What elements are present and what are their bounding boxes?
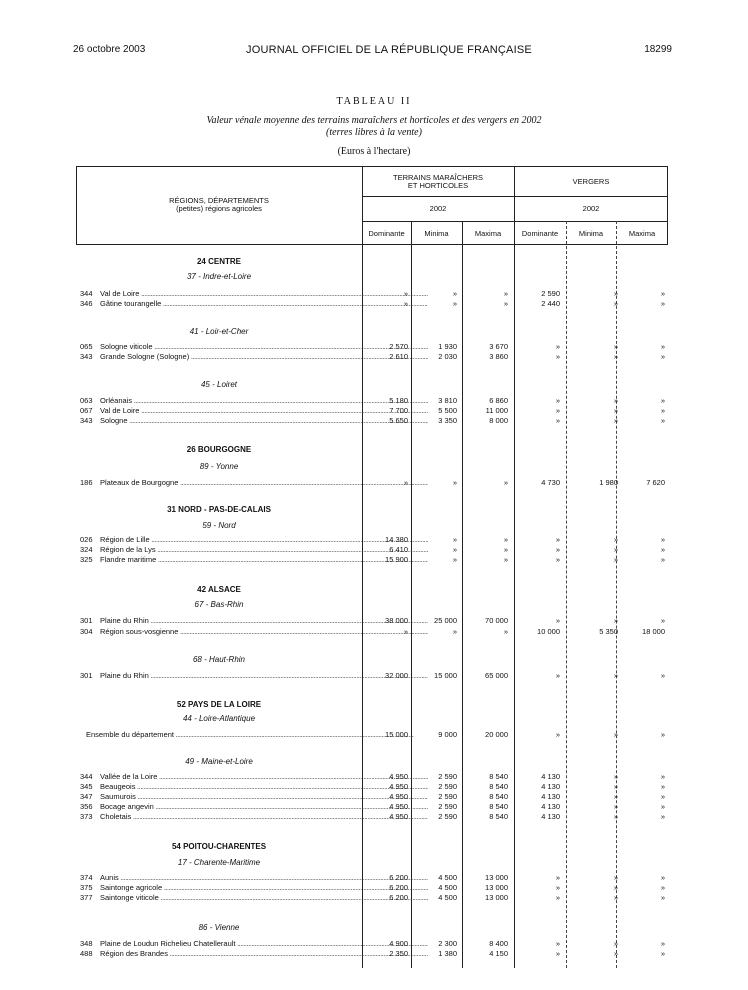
region-header: RÉGIONS, DÉPARTEMENTS (petites) régions agricoles xyxy=(169,196,269,213)
department-title: 89 - Yonne xyxy=(199,462,239,471)
value-cell: 4 950 xyxy=(389,812,408,821)
value-cell: » xyxy=(613,416,618,425)
value-cell: » xyxy=(613,873,618,882)
value-cell: 25 000 xyxy=(434,616,457,625)
region-code: 304 xyxy=(80,627,93,636)
value-cell: 3 350 xyxy=(438,416,457,425)
value-cell: 7 620 xyxy=(646,478,665,487)
region-code: 063 xyxy=(80,396,93,405)
value-cell: » xyxy=(555,616,560,625)
value-cell: » xyxy=(555,545,560,554)
table-row xyxy=(76,883,668,893)
value-cell: » xyxy=(660,545,665,554)
value-cell: » xyxy=(503,555,508,564)
value-cell: » xyxy=(555,893,560,902)
region-label: Orléanais ..... xyxy=(100,396,428,405)
sub-header: Minima xyxy=(578,229,604,238)
region-label: Région de Lille ..... xyxy=(100,535,428,544)
value-cell: » xyxy=(660,730,665,739)
region-label: Plaine du Rhin ..... xyxy=(100,671,428,680)
value-cell: 8 000 xyxy=(489,416,508,425)
value-cell: » xyxy=(503,627,508,636)
value-cell: » xyxy=(613,342,618,351)
value-cell: 6 200 xyxy=(389,893,408,902)
region-code: 344 xyxy=(80,772,93,781)
region-label: Région de la Lys ..... xyxy=(100,545,428,554)
value-cell: » xyxy=(660,671,665,680)
page-number: 18299 xyxy=(644,44,672,55)
value-cell: 4 130 xyxy=(541,782,560,791)
value-cell: 4 950 xyxy=(389,792,408,801)
year-header: 2002 xyxy=(582,204,600,213)
region-label: Choletais ..... xyxy=(100,812,428,821)
value-cell: 4 500 xyxy=(438,873,457,882)
region-label: Grande Sologne (Sologne) ..... xyxy=(100,352,428,361)
table-row xyxy=(76,772,668,782)
value-cell: » xyxy=(613,406,618,415)
value-cell: » xyxy=(613,782,618,791)
value-cell: 18 000 xyxy=(642,627,665,636)
col-divider xyxy=(462,221,463,968)
value-cell: 4 900 xyxy=(389,939,408,948)
value-cell: 1 380 xyxy=(438,949,457,958)
value-cell: 14 380 xyxy=(385,535,408,544)
value-cell: » xyxy=(503,545,508,554)
table-subtitle: Valeur vénale moyenne des terrains maraîchers et horticoles et des vergers en 2002 xyxy=(206,115,542,126)
region-label: Flandre maritime ..... xyxy=(100,555,428,564)
value-cell: » xyxy=(555,730,560,739)
region-label: Gâtine tourangelle ..... xyxy=(100,299,428,308)
value-cell: » xyxy=(660,772,665,781)
region-label: Vallée de la Loire ..... xyxy=(100,772,428,781)
value-cell: » xyxy=(503,299,508,308)
region-label: Beaugeois ..... xyxy=(100,782,428,791)
header-date: 26 octobre 2003 xyxy=(73,44,146,55)
group-header-maraichers: TERRAINS MARAÎCHERS ET HORTICOLES xyxy=(392,173,483,190)
region-section-title: 54 POITOU-CHARENTES xyxy=(171,842,267,851)
value-cell: » xyxy=(403,627,408,636)
value-cell: 38 000 xyxy=(385,616,408,625)
value-cell: » xyxy=(660,873,665,882)
group-header-vergers: VERGERS xyxy=(572,177,610,186)
value-cell: 2 590 xyxy=(438,792,457,801)
value-cell: » xyxy=(452,535,457,544)
value-cell: » xyxy=(555,396,560,405)
table-units: (Euros à l'hectare) xyxy=(337,146,411,157)
value-cell: 10 000 xyxy=(537,627,560,636)
value-cell: » xyxy=(452,478,457,487)
region-code: 343 xyxy=(80,416,93,425)
value-cell: » xyxy=(613,555,618,564)
region-code: 374 xyxy=(80,873,93,882)
value-cell: » xyxy=(613,883,618,892)
region-code: 375 xyxy=(80,883,93,892)
value-cell: 13 000 xyxy=(485,893,508,902)
region-label: Saumurois ..... xyxy=(100,792,428,801)
value-cell: 2 300 xyxy=(438,939,457,948)
department-title: 49 - Maine-et-Loire xyxy=(185,757,253,766)
col-divider xyxy=(616,221,617,968)
value-cell: 5 180 xyxy=(389,396,408,405)
value-cell: » xyxy=(403,299,408,308)
department-title: 86 - Vienne xyxy=(198,923,240,932)
value-cell: » xyxy=(660,535,665,544)
table-row xyxy=(76,352,668,362)
department-title: 41 - Loir-et-Cher xyxy=(189,327,249,336)
table-row xyxy=(76,949,668,959)
value-cell: 8 400 xyxy=(489,939,508,948)
sub-header: Maxima xyxy=(474,229,502,238)
table-row xyxy=(76,406,668,416)
table-row xyxy=(76,802,668,812)
value-cell: » xyxy=(613,535,618,544)
value-cell: 2 590 xyxy=(438,802,457,811)
value-cell: » xyxy=(555,352,560,361)
region-code: 067 xyxy=(80,406,93,415)
region-code: 346 xyxy=(80,299,93,308)
value-cell: 15 000 xyxy=(434,671,457,680)
value-cell: 2 590 xyxy=(438,812,457,821)
department-title: 45 - Loiret xyxy=(200,380,238,389)
value-cell: 4 150 xyxy=(489,949,508,958)
region-code: 348 xyxy=(80,939,93,948)
table-top-border xyxy=(76,166,668,167)
header-bottom-border xyxy=(76,244,668,245)
value-cell: » xyxy=(452,545,457,554)
sub-header: Maxima xyxy=(628,229,656,238)
value-cell: » xyxy=(613,939,618,948)
region-code: 065 xyxy=(80,342,93,351)
region-code: 344 xyxy=(80,289,93,298)
value-cell: » xyxy=(660,883,665,892)
value-cell: » xyxy=(613,802,618,811)
region-code: 301 xyxy=(80,671,93,680)
table-row xyxy=(76,289,668,299)
department-title: 67 - Bas-Rhin xyxy=(194,600,244,609)
table-row xyxy=(76,555,668,565)
value-cell: 65 000 xyxy=(485,671,508,680)
value-cell: » xyxy=(613,730,618,739)
region-label: Aunis ..... xyxy=(100,873,428,882)
value-cell: 13 000 xyxy=(485,873,508,882)
value-cell: » xyxy=(660,782,665,791)
department-title: 37 - Indre-et-Loire xyxy=(186,272,252,281)
value-cell: » xyxy=(613,352,618,361)
value-cell: » xyxy=(555,671,560,680)
value-cell: 6 200 xyxy=(389,873,408,882)
table-row xyxy=(76,812,668,822)
value-cell: 6 860 xyxy=(489,396,508,405)
table-row xyxy=(76,671,668,681)
table-row xyxy=(76,782,668,792)
department-title: 17 - Charente-Maritime xyxy=(177,858,261,867)
region-label: Saintonge agricole ..... xyxy=(100,883,428,892)
region-code: 356 xyxy=(80,802,93,811)
value-cell: » xyxy=(660,555,665,564)
sub-header: Dominante xyxy=(368,229,405,238)
value-cell: » xyxy=(660,802,665,811)
value-cell: 4 950 xyxy=(389,782,408,791)
department-title: 68 - Haut-Rhin xyxy=(192,655,246,664)
value-cell: » xyxy=(555,883,560,892)
table-row xyxy=(76,342,668,352)
region-code: 301 xyxy=(80,616,93,625)
department-title: 59 - Nord xyxy=(202,521,236,530)
table-row xyxy=(76,396,668,406)
value-cell: » xyxy=(660,812,665,821)
value-cell: 1 980 xyxy=(599,478,618,487)
region-code: 343 xyxy=(80,352,93,361)
value-cell: 9 000 xyxy=(438,730,457,739)
region-code: 186 xyxy=(80,478,93,487)
value-cell: 15 900 xyxy=(385,555,408,564)
value-cell: » xyxy=(503,478,508,487)
value-cell: 5 500 xyxy=(438,406,457,415)
region-code: 345 xyxy=(80,782,93,791)
table-row xyxy=(76,299,668,309)
value-cell: 70 000 xyxy=(485,616,508,625)
value-cell: » xyxy=(660,949,665,958)
value-cell: » xyxy=(503,535,508,544)
col-divider xyxy=(362,166,363,968)
year-header: 2002 xyxy=(429,204,447,213)
table-subtitle-note: (terres libres à la vente) xyxy=(326,127,422,138)
value-cell: » xyxy=(660,289,665,298)
value-cell: » xyxy=(613,792,618,801)
value-cell: » xyxy=(555,939,560,948)
group-divider xyxy=(362,196,668,197)
region-section-title: 24 CENTRE xyxy=(196,257,241,266)
value-cell: 15 000 xyxy=(385,730,408,739)
value-cell: 2 570 xyxy=(389,342,408,351)
region-label: Sologne viticole ..... xyxy=(100,342,428,351)
value-cell: » xyxy=(660,893,665,902)
region-label: Saintonge viticole ..... xyxy=(100,893,428,902)
value-cell: 3 810 xyxy=(438,396,457,405)
value-cell: » xyxy=(555,406,560,415)
region-code: 373 xyxy=(80,812,93,821)
value-cell: » xyxy=(660,416,665,425)
col-divider xyxy=(566,221,567,968)
value-cell: » xyxy=(452,555,457,564)
value-cell: » xyxy=(613,772,618,781)
table-row xyxy=(76,627,668,637)
col-divider xyxy=(514,166,515,968)
value-cell: » xyxy=(613,949,618,958)
value-cell: 3 860 xyxy=(489,352,508,361)
value-cell: » xyxy=(613,299,618,308)
table-row xyxy=(76,545,668,555)
value-cell: » xyxy=(660,406,665,415)
table-row xyxy=(76,535,668,545)
region-code: 026 xyxy=(80,535,93,544)
value-cell: » xyxy=(613,893,618,902)
value-cell: 4 950 xyxy=(389,802,408,811)
value-cell: 6 410 xyxy=(389,545,408,554)
value-cell: » xyxy=(555,535,560,544)
value-cell: 20 000 xyxy=(485,730,508,739)
value-cell: 2 610 xyxy=(389,352,408,361)
sub-header: Minima xyxy=(424,229,449,238)
col-divider xyxy=(411,221,412,968)
region-section-title: 26 BOURGOGNE xyxy=(186,445,252,454)
value-cell: » xyxy=(613,671,618,680)
region-label: Val de Loire ..... xyxy=(100,406,428,415)
region-code: 324 xyxy=(80,545,93,554)
value-cell: 8 540 xyxy=(489,772,508,781)
sub-header: Dominante xyxy=(521,229,559,238)
value-cell: » xyxy=(555,416,560,425)
value-cell: 4 730 xyxy=(541,478,560,487)
table-row xyxy=(76,939,668,949)
table-row xyxy=(76,893,668,903)
value-cell: 5 650 xyxy=(389,416,408,425)
value-cell: 2 590 xyxy=(438,782,457,791)
table-row xyxy=(76,416,668,426)
value-cell: » xyxy=(555,342,560,351)
value-cell: » xyxy=(660,939,665,948)
value-cell: » xyxy=(660,792,665,801)
value-cell: » xyxy=(613,545,618,554)
value-cell: 8 540 xyxy=(489,792,508,801)
value-cell: 8 540 xyxy=(489,782,508,791)
region-section-title: 42 ALSACE xyxy=(197,585,241,594)
value-cell: » xyxy=(660,616,665,625)
value-cell: 5 350 xyxy=(599,627,618,636)
region-code: 347 xyxy=(80,792,93,801)
region-label: Plateaux de Bourgogne ..... xyxy=(100,478,428,487)
value-cell: 13 000 xyxy=(485,883,508,892)
value-cell: 4 950 xyxy=(389,772,408,781)
value-cell: 11 000 xyxy=(485,406,508,415)
value-cell: 32 000 xyxy=(385,671,408,680)
value-cell: » xyxy=(660,352,665,361)
value-cell: 3 670 xyxy=(489,342,508,351)
value-cell: » xyxy=(613,289,618,298)
journal-title: JOURNAL OFFICIEL DE LA RÉPUBLIQUE FRANÇAISE xyxy=(246,44,532,56)
value-cell: 4 130 xyxy=(541,772,560,781)
value-cell: 6 200 xyxy=(389,883,408,892)
value-cell: 8 540 xyxy=(489,812,508,821)
value-cell: 2 350 xyxy=(389,949,408,958)
region-code: 325 xyxy=(80,555,93,564)
value-cell: » xyxy=(555,949,560,958)
value-cell: » xyxy=(403,289,408,298)
region-label: Ensemble du département ..... xyxy=(86,730,414,739)
table-row xyxy=(76,792,668,802)
value-cell: » xyxy=(452,627,457,636)
table-row xyxy=(76,873,668,883)
value-cell: 8 540 xyxy=(489,802,508,811)
table-row xyxy=(76,478,668,488)
value-cell: 2 590 xyxy=(541,289,560,298)
value-cell: 7 700 xyxy=(389,406,408,415)
value-cell: 2 590 xyxy=(438,772,457,781)
value-cell: » xyxy=(452,289,457,298)
table-title: TABLEAU II xyxy=(336,96,412,107)
value-cell: 4 130 xyxy=(541,812,560,821)
region-label: Région sous-vosgienne ..... xyxy=(100,627,428,636)
value-cell: » xyxy=(613,616,618,625)
region-label: Plaine de Loudun Richelieu Chatellerault ..... xyxy=(100,939,428,948)
region-label: Bocage angevin ..... xyxy=(100,802,428,811)
year-divider xyxy=(362,221,668,222)
value-cell: 1 930 xyxy=(438,342,457,351)
value-cell: 2 440 xyxy=(541,299,560,308)
region-label: Val de Loire ..... xyxy=(100,289,428,298)
value-cell: » xyxy=(452,299,457,308)
table-row xyxy=(76,730,668,740)
value-cell: 4 500 xyxy=(438,893,457,902)
value-cell: » xyxy=(613,812,618,821)
value-cell: 4 130 xyxy=(541,802,560,811)
value-cell: » xyxy=(555,873,560,882)
value-cell: 2 030 xyxy=(438,352,457,361)
value-cell: » xyxy=(503,289,508,298)
value-cell: » xyxy=(403,478,408,487)
department-title: 44 - Loire-Atlantique xyxy=(182,714,256,723)
region-code: 488 xyxy=(80,949,93,958)
value-cell: » xyxy=(660,342,665,351)
value-cell: » xyxy=(660,299,665,308)
region-label: Plaine du Rhin ..... xyxy=(100,616,428,625)
value-cell: » xyxy=(613,396,618,405)
region-label: Sologne ..... xyxy=(100,416,428,425)
table-row xyxy=(76,616,668,626)
value-cell: » xyxy=(555,555,560,564)
value-cell: 4 130 xyxy=(541,792,560,801)
region-section-title: 52 PAYS DE LA LOIRE xyxy=(176,700,262,709)
value-cell: » xyxy=(660,396,665,405)
region-section-title: 31 NORD - PAS-DE-CALAIS xyxy=(167,505,271,514)
region-code: 377 xyxy=(80,893,93,902)
region-label: Région des Brandes ..... xyxy=(100,949,428,958)
value-cell: 4 500 xyxy=(438,883,457,892)
